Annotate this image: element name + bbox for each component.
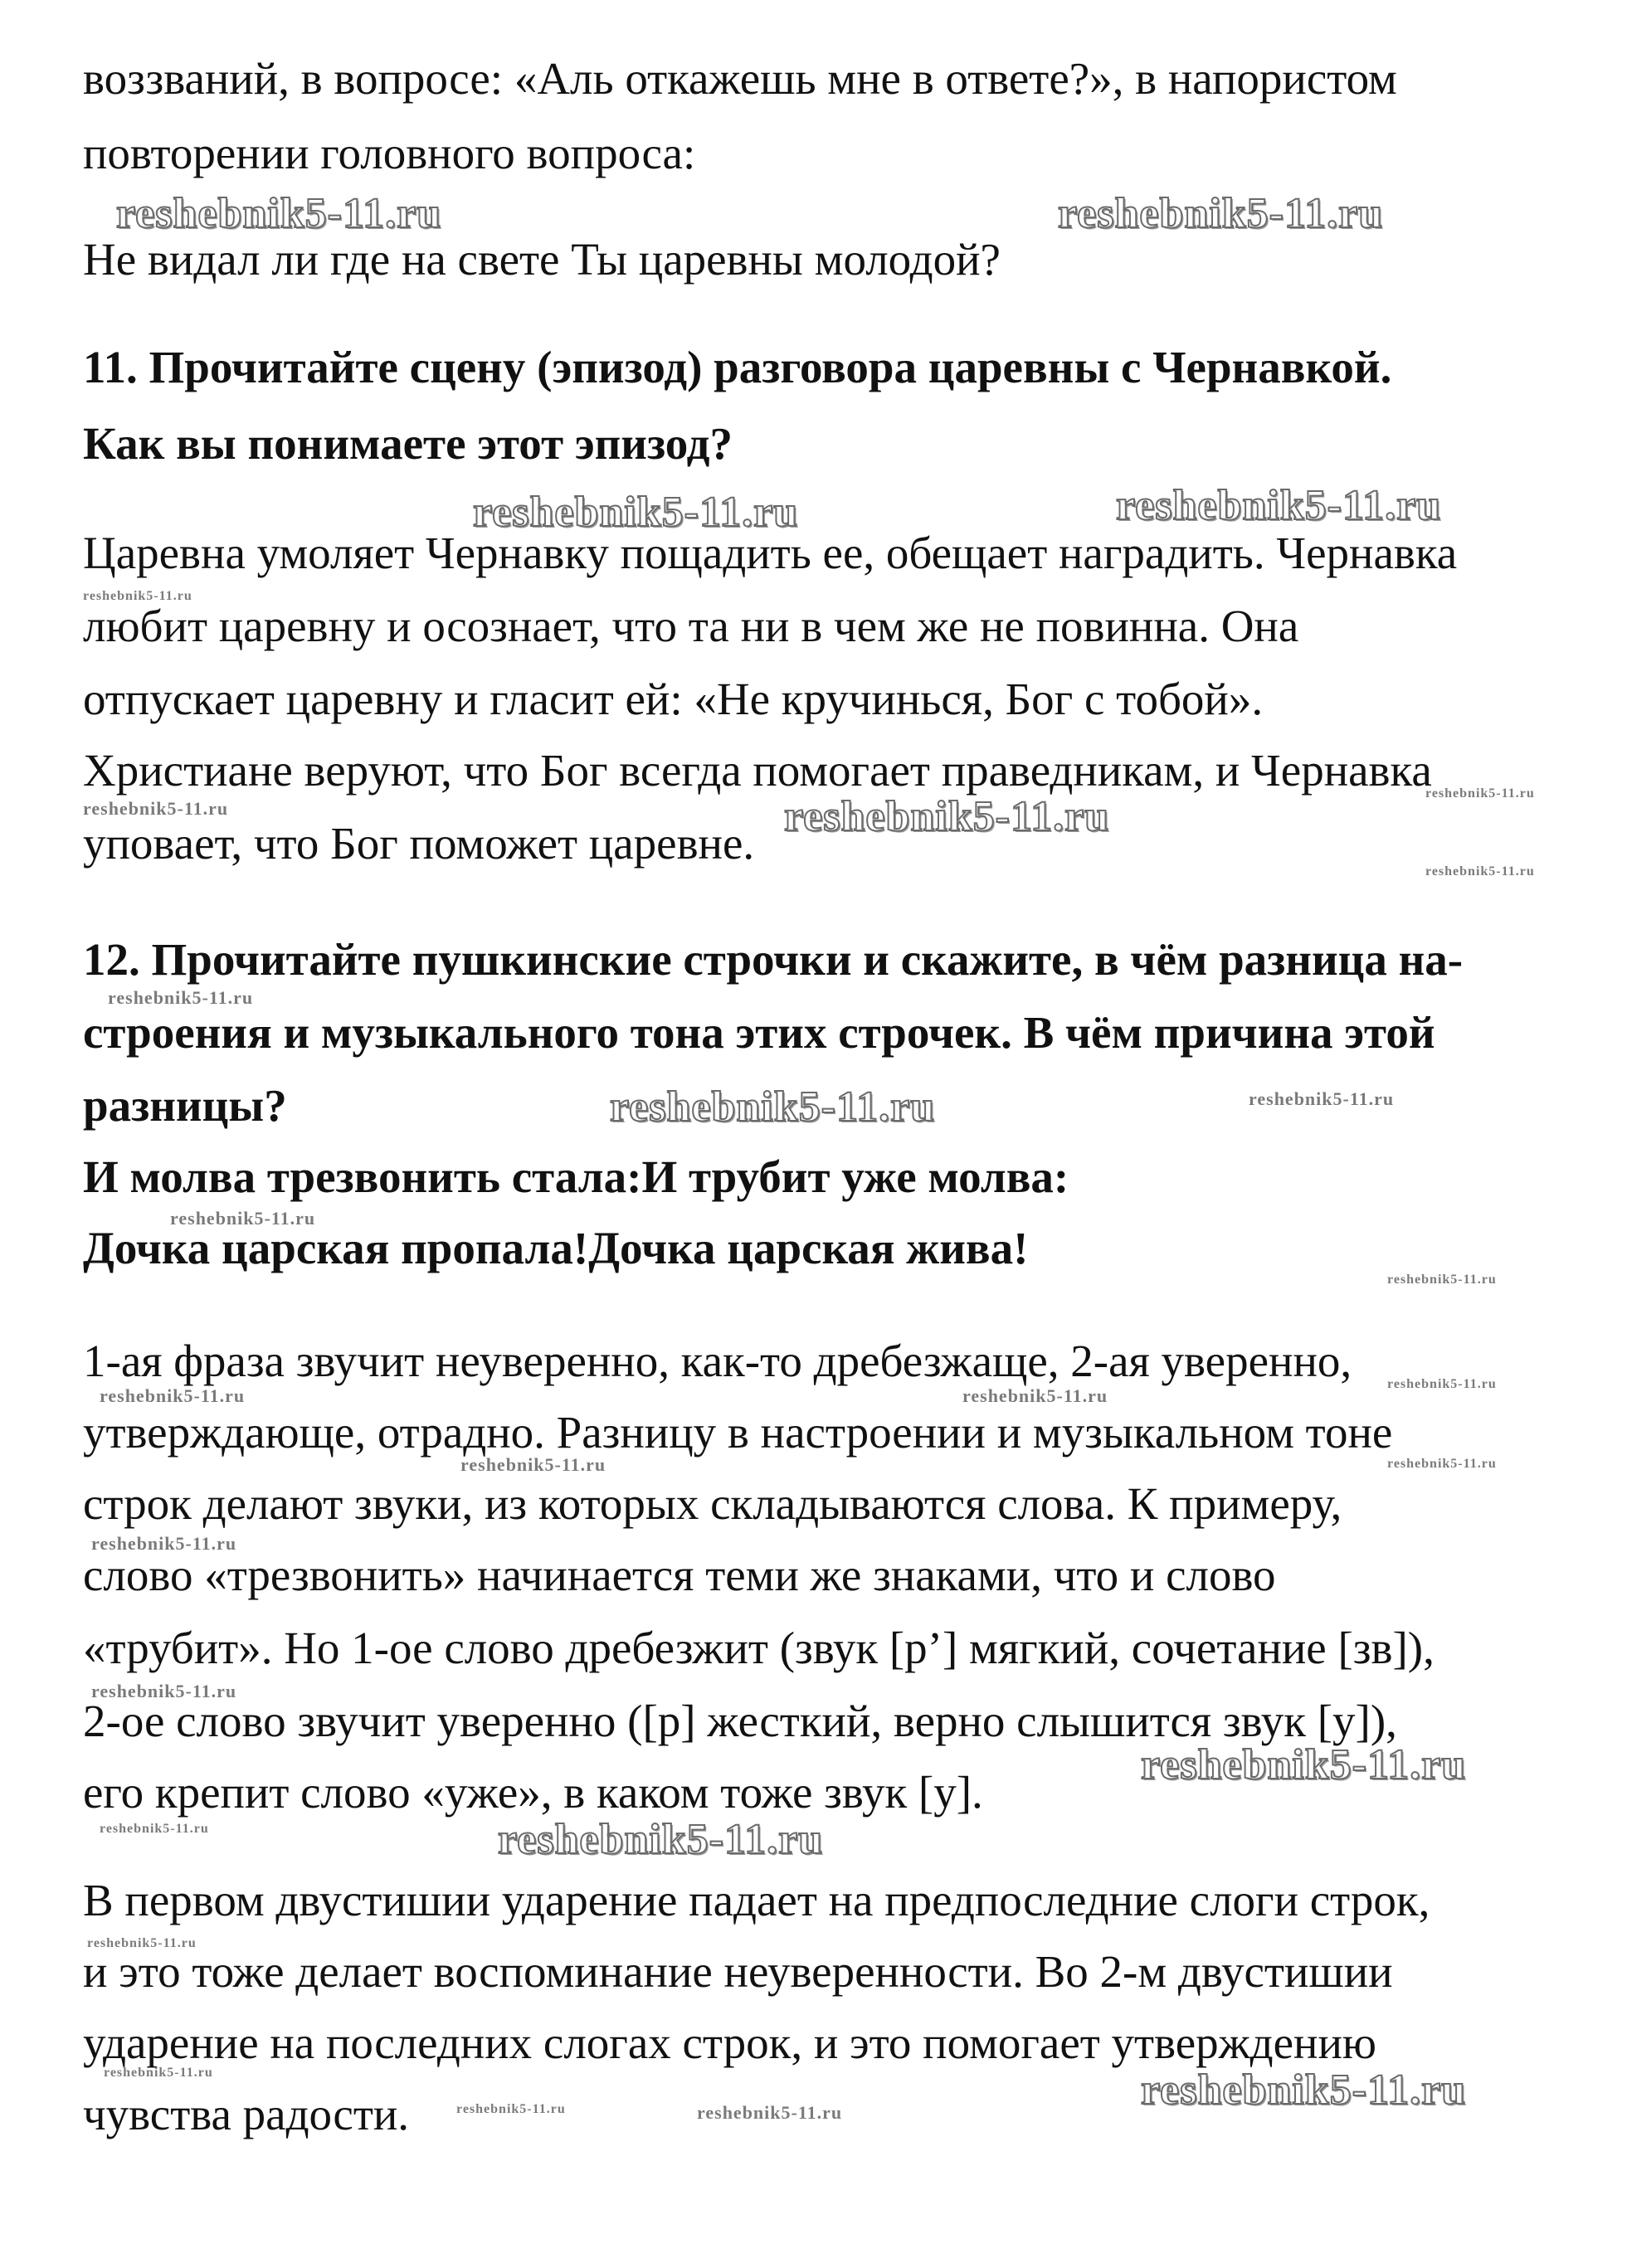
watermark-logo: reshebnik5-11.ru xyxy=(1058,190,1384,237)
question-heading: разницы? xyxy=(83,1080,287,1131)
watermark-logo: reshebnik5-11.ru xyxy=(1141,1741,1467,1789)
watermark-logo: reshebnik5-11.ru xyxy=(83,798,229,819)
watermark-logo: reshebnik5-11.ru xyxy=(100,1385,246,1406)
question-heading: Как вы понимаете этот эпизод? xyxy=(83,418,733,469)
text-line: чувства радости. xyxy=(83,2089,410,2139)
question-heading: 12. Прочитайте пушкинские строчки и скажите, в чём разница на- xyxy=(83,934,1464,985)
watermark-logo: reshebnik5-11.ru xyxy=(456,2102,566,2116)
watermark-logo: reshebnik5-11.ru xyxy=(91,1533,237,1554)
text-line: утверждающе, отрадно. Разницу в настроении и музыкальном тоне xyxy=(83,1407,1393,1458)
text-line: любит царевну и осознает, что та ни в чем же не повинна. Она xyxy=(83,601,1299,651)
watermark-logo: reshebnik5-11.ru xyxy=(460,1454,606,1475)
watermark-logo: reshebnik5-11.ru xyxy=(1425,786,1535,801)
watermark-logo: reshebnik5-11.ru xyxy=(170,1208,316,1229)
text-line: Царевна умоляет Чернавку пощадить ее, обещает наградить. Чернавка xyxy=(83,528,1458,578)
watermark-logo: reshebnik5-11.ru xyxy=(1141,2066,1467,2114)
watermark-logo: reshebnik5-11.ru xyxy=(116,190,442,237)
watermark-logo: reshebnik5-11.ru xyxy=(1387,1377,1497,1391)
text-line: Не видал ли где на свете Ты царевны молодой? xyxy=(83,234,1001,285)
watermark-logo: reshebnik5-11.ru xyxy=(784,793,1110,840)
watermark-logo: reshebnik5-11.ru xyxy=(1425,864,1535,878)
watermark-logo: reshebnik5-11.ru xyxy=(498,1816,824,1863)
text-line: отпускает царевну и гласит ей: «Не кручинься, Бог с тобой». xyxy=(83,674,1264,724)
text-line: 2-ое слово звучит уверенно ([р] жесткий, верно слышится звук [у]), xyxy=(83,1696,1397,1746)
text-line: его крепит слово «уже», в каком тоже звук [у]. xyxy=(83,1767,983,1818)
watermark-logo: reshebnik5-11.ru xyxy=(962,1385,1108,1406)
watermark-logo: reshebnik5-11.ru xyxy=(1249,1088,1395,1109)
text-line: ударение на последних слогах строк, и это помогает утверждению xyxy=(83,2017,1376,2068)
text-line: Христиане веруют, что Бог всегда помогает праведникам, и Чернавка xyxy=(83,745,1432,796)
text-line: «трубит». Но 1-ое слово дребезжит (звук [р’] мягкий, сочетание [зв]), xyxy=(83,1623,1435,1673)
watermark-logo: reshebnik5-11.ru xyxy=(1116,482,1442,529)
text-line: уповает, что Бог поможет царевне. xyxy=(83,818,755,869)
question-heading: строения и музыкального тона этих строчек. В чём причина этой xyxy=(83,1007,1435,1058)
poem-line: И молва трезвонить стала:И трубит уже молва: xyxy=(83,1151,1069,1202)
watermark-logo: reshebnik5-11.ru xyxy=(610,1083,936,1131)
poem-line: Дочка царская пропала!Дочка царская жива! xyxy=(83,1223,1029,1273)
text-line: 1-ая фраза звучит неуверенно, как-то дребезжаще, 2-ая уверенно, xyxy=(83,1336,1352,1386)
text-line: строк делают звуки, из которых складываются слова. К примеру, xyxy=(83,1478,1342,1529)
watermark-logo: reshebnik5-11.ru xyxy=(100,1822,209,1836)
watermark-logo: reshebnik5-11.ru xyxy=(91,1681,237,1701)
text-line: и это тоже делает воспоминание неуверенности. Во 2-м двустишии xyxy=(83,1946,1393,1997)
text-line: слово «трезвонить» начинается теми же знаками, что и слово xyxy=(83,1550,1276,1600)
watermark-logo: reshebnik5-11.ru xyxy=(108,987,254,1008)
watermark-logo: reshebnik5-11.ru xyxy=(1387,1457,1497,1471)
text-line: В первом двустишии ударение падает на предпоследние слоги строк, xyxy=(83,1875,1430,1925)
watermark-logo: reshebnik5-11.ru xyxy=(1387,1273,1497,1287)
text-line: воззваний, в вопросе: «Аль откажешь мне в ответе?», в напористом xyxy=(83,53,1397,104)
watermark-logo: reshebnik5-11.ru xyxy=(473,489,799,536)
question-heading: 11. Прочитайте сцену (эпизод) разговора царевны с Чернавкой. xyxy=(83,342,1392,392)
watermark-logo: reshebnik5-11.ru xyxy=(87,1936,197,1950)
watermark-logo: reshebnik5-11.ru xyxy=(697,2102,843,2123)
watermark-logo: reshebnik5-11.ru xyxy=(83,589,192,603)
watermark-logo: reshebnik5-11.ru xyxy=(104,2066,213,2080)
text-line: повторении головного вопроса: xyxy=(83,128,696,178)
